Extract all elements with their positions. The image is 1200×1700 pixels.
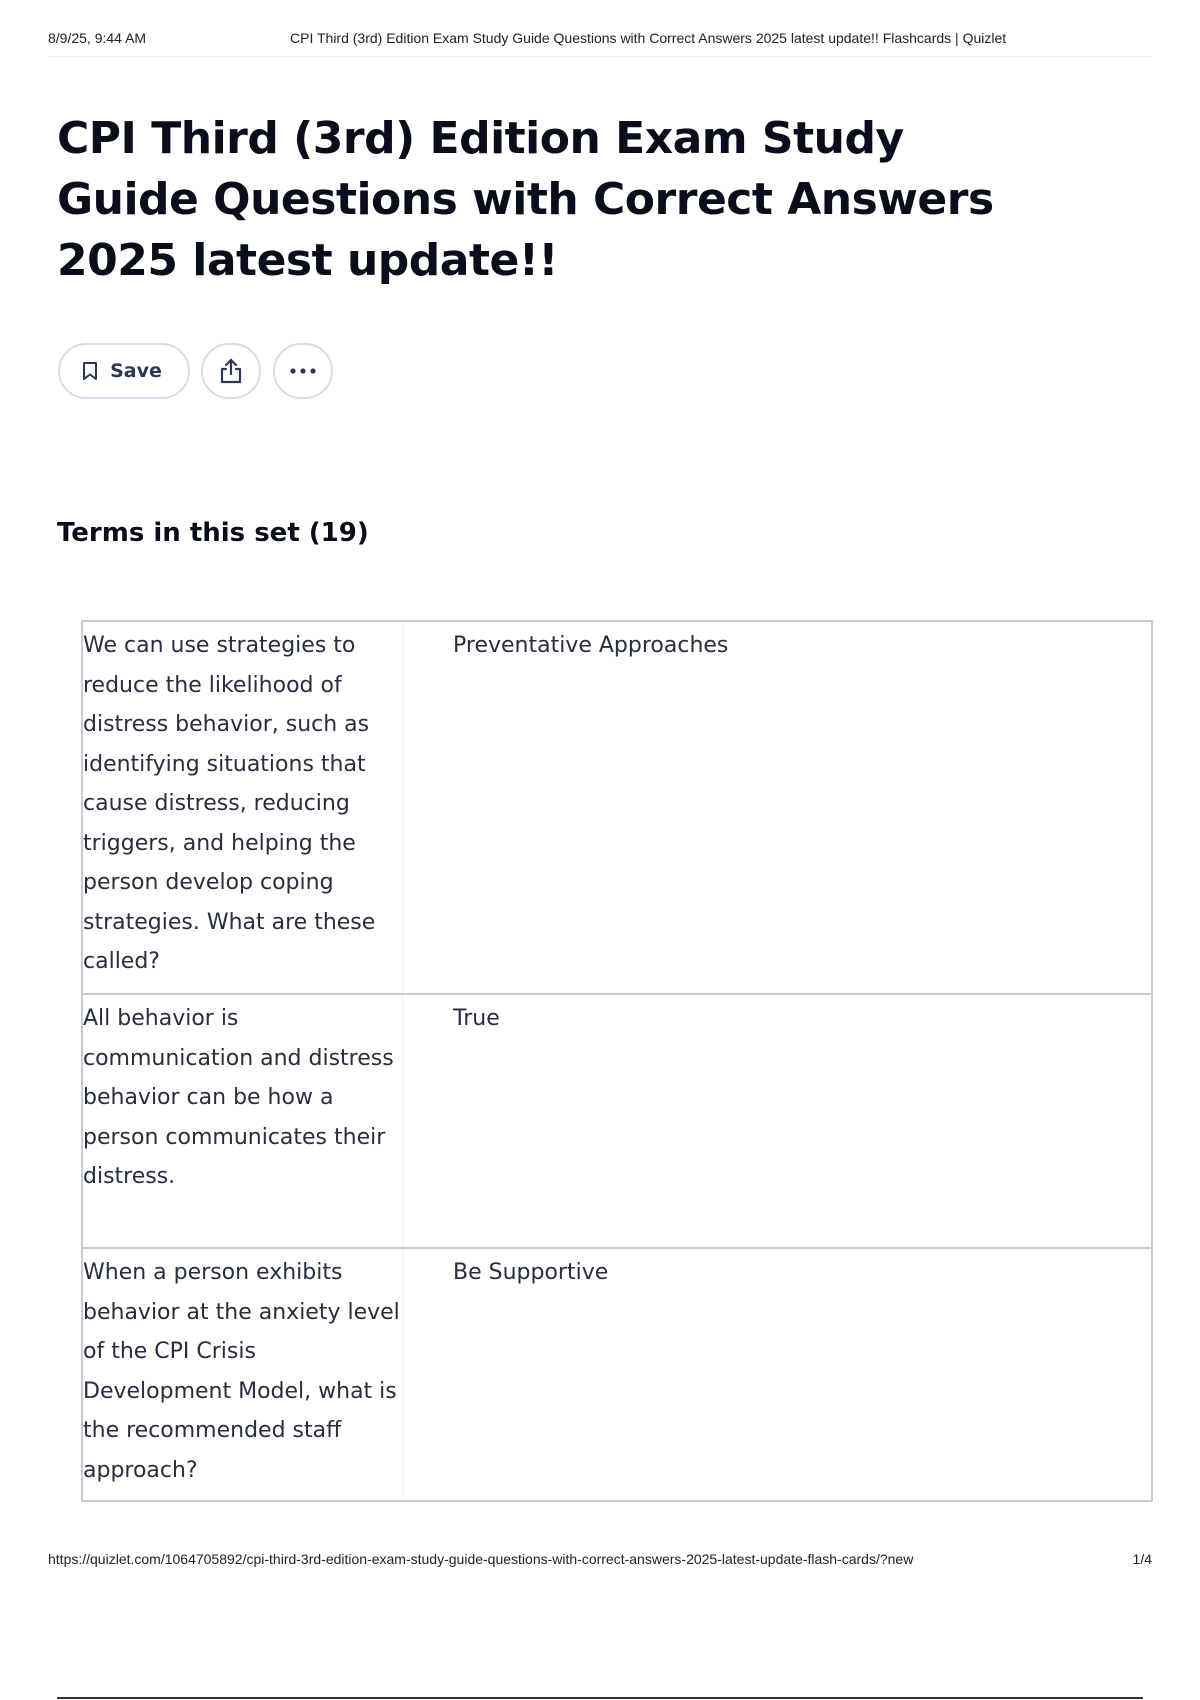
term-text: All behavior is communication and distress behavior can be how a person communicates their distress. bbox=[83, 995, 403, 1247]
share-icon bbox=[218, 357, 244, 385]
term-row bbox=[83, 1247, 1151, 1500]
page-url: https://quizlet.com/1064705892/cpi-third-3rd-edition-exam-study-guide-questions-with-correct-answers-2025-latest-update-flash-cards/?new bbox=[48, 1551, 914, 1567]
definition-text: Be Supportive bbox=[453, 1260, 609, 1285]
save-button[interactable] bbox=[58, 343, 190, 399]
print-footer bbox=[48, 1551, 1152, 1571]
page-bottom-divider bbox=[57, 1697, 1143, 1699]
definition-text: Preventative Approaches bbox=[453, 633, 729, 658]
save-label: Save bbox=[110, 360, 162, 382]
print-page-title: CPI Third (3rd) Edition Exam Study Guide Questions with Correct Answers 2025 latest update!! Flashcards | Quizlet bbox=[290, 30, 1007, 46]
share-button[interactable] bbox=[201, 343, 261, 399]
terms-heading: Terms in this set (19) bbox=[57, 518, 369, 548]
print-header bbox=[48, 30, 1152, 50]
more-options-button[interactable] bbox=[273, 343, 333, 399]
terms-table bbox=[81, 620, 1153, 1502]
header-divider bbox=[48, 56, 1152, 57]
set-title: CPI Third (3rd) Edition Exam Study Guide Questions with Correct Answers 2025 latest update!! bbox=[57, 113, 994, 286]
term-text: We can use strategies to reduce the likelihood of distress behavior, such as identifying situations that cause distress, reducing triggers, and helping the person develop coping strategies. What are these called? bbox=[83, 622, 403, 993]
definition-text: True bbox=[453, 1006, 500, 1031]
term-row bbox=[83, 622, 1151, 993]
more-horizontal-icon bbox=[289, 367, 317, 375]
bookmark-icon bbox=[82, 361, 98, 381]
print-datetime: 8/9/25, 9:44 AM bbox=[48, 30, 147, 46]
page-number: 1/4 bbox=[1132, 1551, 1152, 1567]
term-row bbox=[83, 993, 1151, 1247]
term-text: When a person exhibits behavior at the anxiety level of the CPI Crisis Development Model, what is the recommended staff approach? bbox=[83, 1249, 403, 1500]
